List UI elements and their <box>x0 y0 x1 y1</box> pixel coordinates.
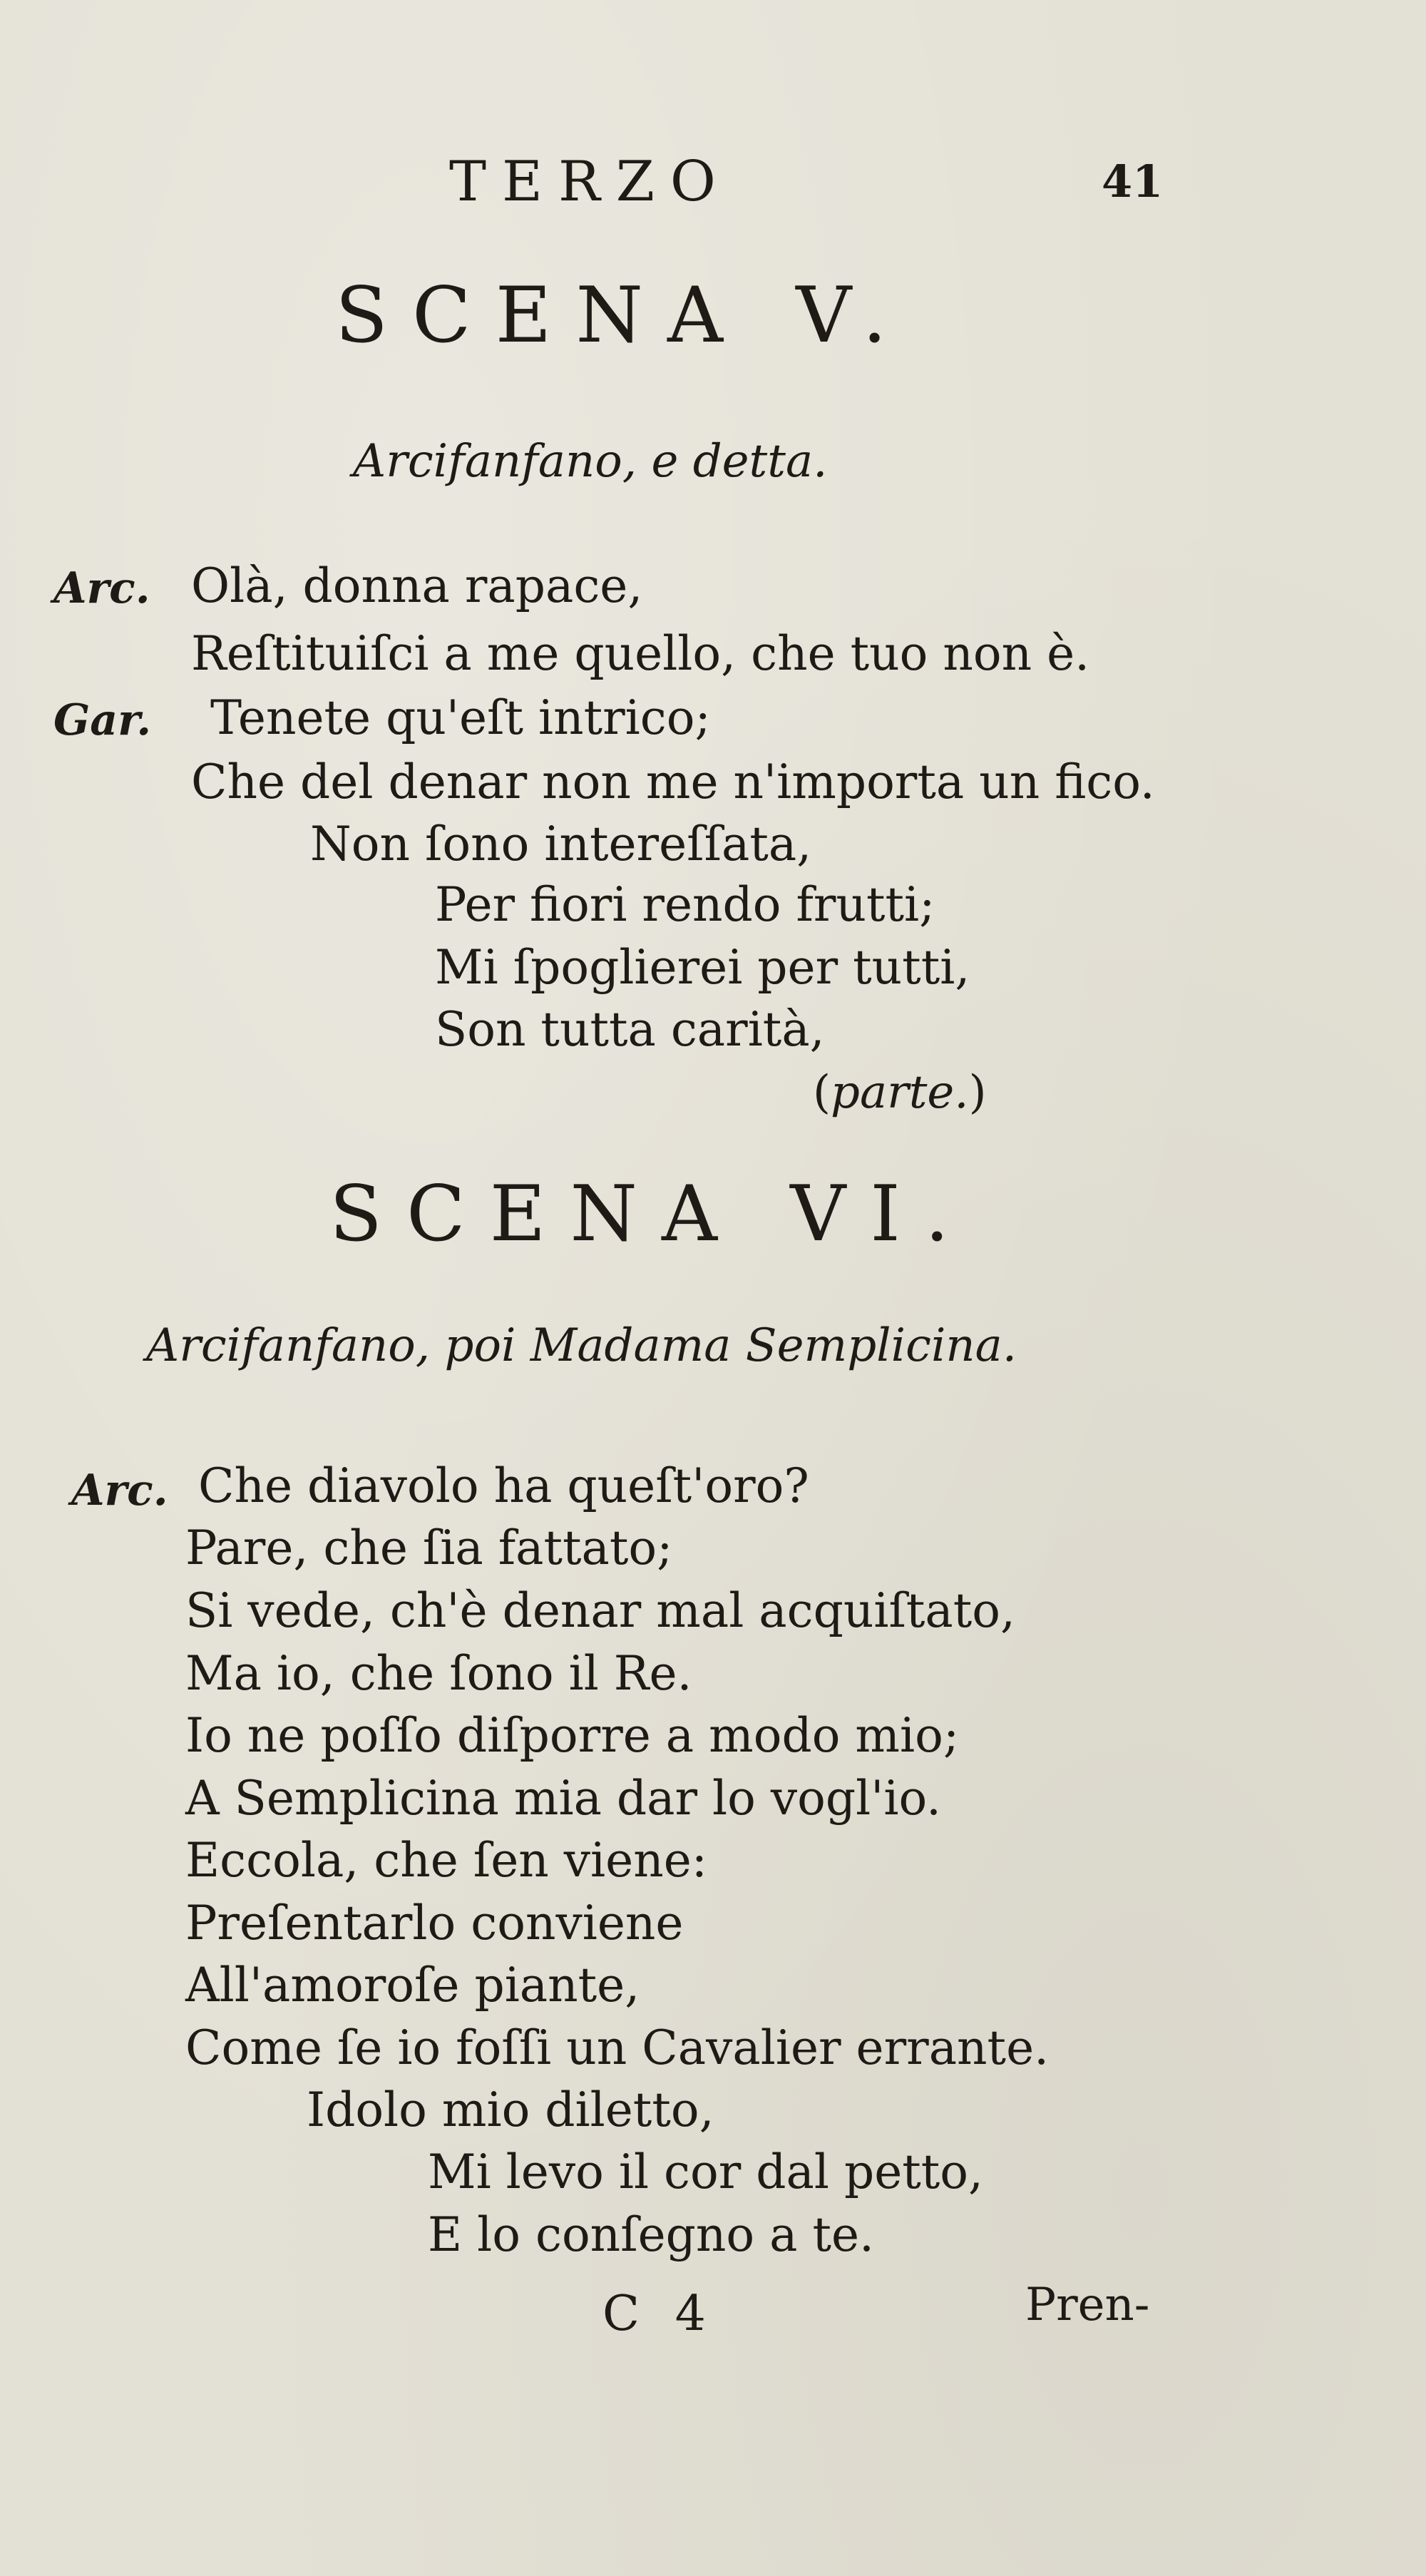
signature-mark: C 4 <box>602 2286 716 2342</box>
scene-characters: Arcifanfano, poi Madama Semplicina. <box>146 1319 1017 1372</box>
running-head: TERZO <box>449 150 732 214</box>
stage-direction-text: parte. <box>830 1066 969 1119</box>
scene-characters: Arcifanfano, e detta. <box>353 435 828 488</box>
verse-line: Mi ſpoglierei per tutti, <box>435 940 970 995</box>
verse-line: Tenete qu'eſt intrico; <box>210 690 711 745</box>
verse-line: Mi levo il cor dal petto, <box>428 2145 984 2199</box>
stage-direction: (parte.) <box>813 1066 987 1119</box>
speaker-label: Gar. <box>53 695 152 745</box>
catchword: Pren- <box>1025 2279 1150 2331</box>
verse-line: Reſtituiſci a me quello, che tuo non è. <box>191 626 1090 681</box>
page-number: 41 <box>1102 155 1164 208</box>
verse-line: All'amoroſe piante, <box>185 1958 640 2013</box>
verse-line: A Semplicina mia dar lo vogl'io. <box>185 1771 942 1826</box>
verse-line: Son tutta carità, <box>435 1002 825 1057</box>
verse-line: Eccola, che ſen viene: <box>185 1833 707 1888</box>
speaker-label: Arc. <box>71 1466 168 1516</box>
verse-line: Non ſono intereſſata, <box>310 817 812 872</box>
verse-line: Che diavolo ha queſt'oro? <box>198 1458 809 1513</box>
verse-line: Che del denar non me n'importa un fico. <box>191 755 1155 809</box>
verse-line: Idolo mio diletto, <box>307 2082 714 2137</box>
verse-line: Io ne poſſo diſporre a modo mio; <box>185 1708 960 1763</box>
verse-line: Preſentarlo conviene <box>185 1896 684 1951</box>
verse-line: E lo conſegno a te. <box>428 2207 875 2262</box>
verse-line: Olà, donna rapace, <box>191 558 643 613</box>
verse-line: Come ſe io foſſi un Cavalier errante. <box>185 2020 1050 2075</box>
verse-line: Per fiori rendo frutti; <box>435 877 935 932</box>
verse-line: Pare, che ſia fattato; <box>185 1520 673 1575</box>
verse-line: Si vede, ch'è denar mal acquiſtato, <box>185 1583 1015 1638</box>
scene-title: SCENA V. <box>335 271 911 360</box>
verse-line: Ma io, che ſono il Re. <box>185 1646 692 1701</box>
scene-title: SCENA VI. <box>329 1170 974 1259</box>
speaker-label: Arc. <box>53 563 150 613</box>
